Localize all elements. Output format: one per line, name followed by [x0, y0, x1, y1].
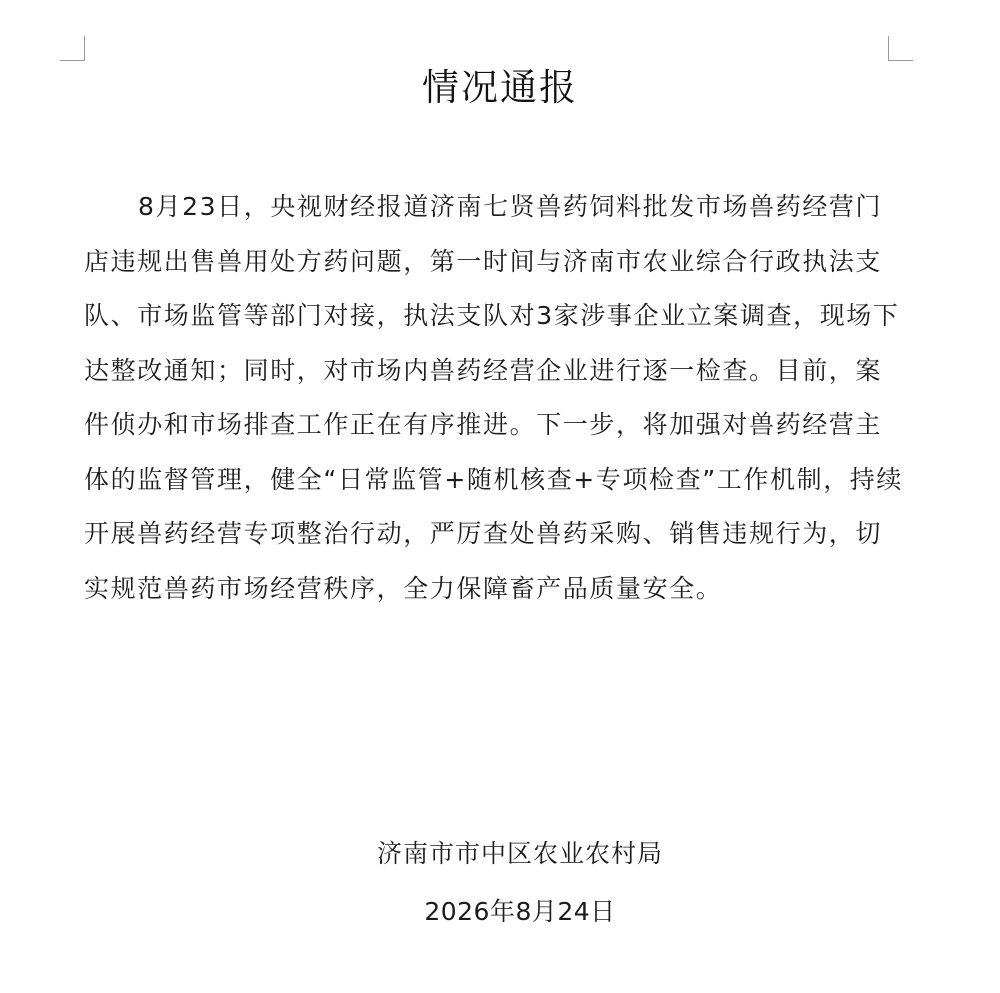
issuing-authority: 济南市市中区农业农村局 [376, 839, 663, 868]
page-corner-mark-top-right [888, 36, 913, 61]
document-body-paragraph: 8月23日，央视财经报道济南七贤兽药饲料批发市场兽药经营门店违规出售兽用处方药问题，第一时间与济南市农业综合行政执法支队、市场监管等部门对接，执法支队对3家涉事企业立案调查，现场下达整改通知；同时，对市场内兽药经营企业进行逐一检查。目前，案件侦办和市场排查工作正在有序推进。下一步，将加强对兽药经营主体的监督管理，健全“日常监管+随机核查+专项检查”工作机制，持续开展兽药经营专项整治行动，严厉查处兽药采购、销售违规行为，切实规范兽药市场经营秩序，全力保障畜产品质量安全。 [84, 192, 904, 603]
issue-date: 2026年8月24日 [424, 897, 616, 926]
page-corner-mark-top-left [60, 36, 85, 61]
document-title: 情况通报 [422, 66, 578, 109]
